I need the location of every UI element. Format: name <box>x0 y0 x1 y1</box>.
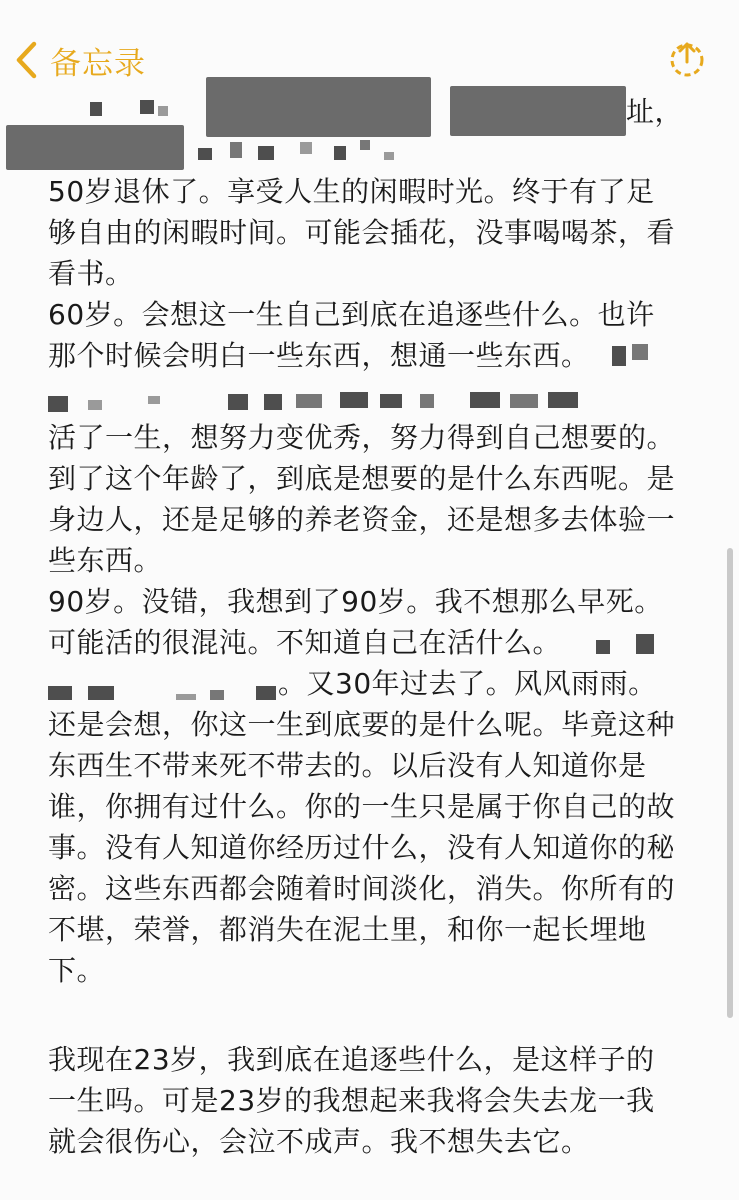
mosaic-pixel <box>90 102 102 116</box>
mosaic-pixel <box>632 344 648 360</box>
note-line: 60岁。会想这一生自己到底在追逐些什么。也许 <box>48 298 655 331</box>
note-line: 还是会想，你这一生到底要的是什么呢。毕竟这种 <box>48 708 676 741</box>
mosaic-pixel <box>596 640 610 654</box>
chevron-left-icon <box>10 38 44 82</box>
note-line: 下。 <box>48 954 106 987</box>
mosaic-pixel <box>158 106 168 116</box>
redaction-block <box>6 125 184 170</box>
mosaic-pixel <box>296 394 322 408</box>
mosaic-pixel <box>420 394 434 408</box>
mosaic-pixel <box>228 394 248 410</box>
mosaic-pixel <box>380 394 402 408</box>
note-line: 50岁退休了。享受人生的闲暇时光。终于有了足 <box>48 175 655 208</box>
mosaic-pixel <box>258 146 274 160</box>
note-line: 90岁。没错，我想到了90岁。我不想那么早死。 <box>48 585 663 618</box>
note-line: 到了这个年龄了，到底是想要的是什么东西呢。是 <box>48 462 676 495</box>
note-line: 。又30年过去了。风风雨雨。 <box>278 667 657 700</box>
mosaic-pixel <box>176 694 196 700</box>
note-line: 一生吗。可是23岁的我想起来我将会失去龙一我 <box>48 1084 655 1117</box>
mosaic-pixel <box>384 152 394 160</box>
note-line: 些东西。 <box>48 544 163 577</box>
mosaic-pixel <box>148 396 160 404</box>
redaction-block <box>206 77 431 137</box>
note-line: 身边人，还是足够的养老资金，还是想多去体验一 <box>48 503 676 536</box>
mosaic-pixel <box>48 686 72 700</box>
mosaic-pixel <box>88 400 102 410</box>
mosaic-pixel <box>636 634 654 654</box>
mosaic-pixel <box>88 686 114 700</box>
note-line: 我现在23岁，我到底在追逐些什么，是这样子的 <box>48 1043 655 1076</box>
mosaic-pixel <box>470 392 500 408</box>
note-line: 可能活的很混沌。不知道自己在活什么。 <box>48 626 562 659</box>
note-line: 那个时候会明白一些东西，想通一些东西。 <box>48 339 590 372</box>
note-line: 东西生不带来死不带去的。以后没有人知道你是 <box>48 749 647 782</box>
mosaic-pixel <box>140 100 154 114</box>
vertical-scrollbar[interactable] <box>727 548 733 1018</box>
mosaic-pixel <box>612 346 626 366</box>
note-line: 就会很伤心，会泣不成声。我不想失去它。 <box>48 1125 590 1158</box>
mosaic-pixel <box>264 394 282 410</box>
redaction-block <box>450 86 626 136</box>
mosaic-pixel <box>198 148 212 160</box>
note-line: 密。这些东西都会随着时间淡化，消失。你所有的 <box>48 872 676 905</box>
mosaic-pixel <box>48 396 68 412</box>
note-line: 活了一生，想努力变优秀，努力得到自己想要的。 <box>48 421 676 454</box>
mosaic-pixel <box>340 392 368 408</box>
mosaic-pixel <box>210 690 224 700</box>
note-line: 够自由的闲暇时间。可能会插花，没事喝喝茶，看 <box>48 216 676 249</box>
back-button[interactable] <box>10 30 146 90</box>
mosaic-pixel <box>360 140 370 150</box>
mosaic-pixel <box>548 392 578 408</box>
mosaic-pixel <box>256 686 276 700</box>
note-line: 谁，你拥有过什么。你的一生只是属于你自己的故 <box>48 790 676 823</box>
note-line: 事。没有人知道你经历过什么，没有人知道你的秘 <box>48 831 676 864</box>
note-line: 看书。 <box>48 257 134 290</box>
mosaic-pixel <box>510 394 538 408</box>
share-icon[interactable] <box>668 38 706 80</box>
mosaic-pixel <box>300 142 312 154</box>
note-line: 址， <box>626 95 684 128</box>
note-line: 不堪，荣誉，都消失在泥土里，和你一起长埋地 <box>48 913 647 946</box>
mosaic-pixel <box>334 146 346 160</box>
mosaic-pixel <box>230 142 242 158</box>
back-button-label: 备忘录 <box>50 45 146 82</box>
